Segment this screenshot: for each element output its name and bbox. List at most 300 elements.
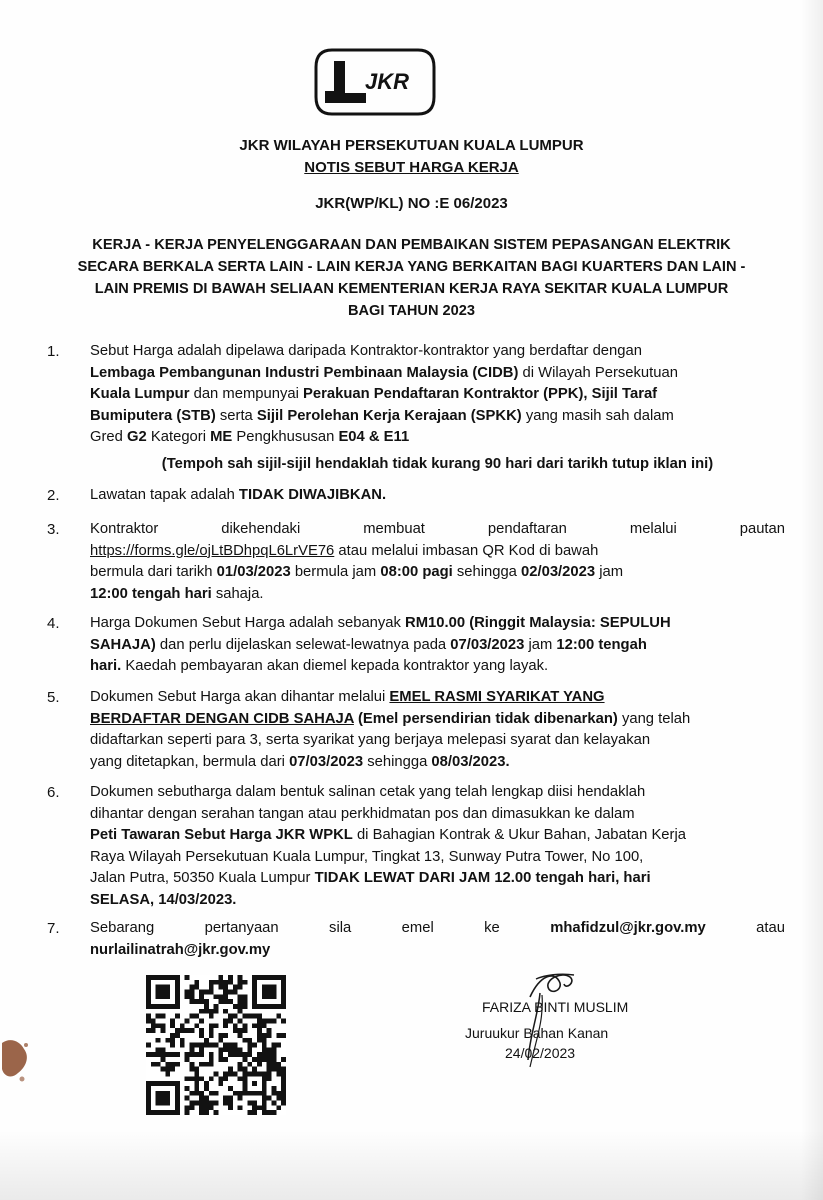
qr-module [262, 1038, 267, 1043]
qr-module [243, 1086, 248, 1091]
qr-module [165, 1072, 170, 1077]
para-4-text: Kaedah pembayaran akan diemel kepada kontraktor yang layak. [121, 658, 549, 674]
para-3-text: sehingga [452, 564, 522, 580]
qr-module [218, 975, 223, 980]
qr-module [262, 1018, 267, 1023]
qr-module [281, 1004, 286, 1009]
qr-module [185, 1105, 190, 1110]
qr-module [257, 1062, 262, 1067]
qr-module [214, 1043, 219, 1048]
qr-module [281, 1067, 286, 1072]
qr-module [170, 1062, 175, 1067]
qr-module [262, 975, 267, 980]
para-3-text: bermula dari tarikh [90, 564, 217, 580]
qr-module [175, 1014, 180, 1019]
qr-module [272, 1043, 277, 1048]
qr-module [146, 1101, 151, 1106]
signature-date: 24/02/2023 [505, 1045, 576, 1061]
qr-module [223, 989, 228, 994]
qr-module [243, 1081, 248, 1086]
qr-module [218, 994, 223, 999]
qr-module [185, 1096, 190, 1101]
qr-module [160, 975, 165, 980]
qr-module [281, 975, 286, 980]
qr-module [243, 1091, 248, 1096]
qr-module [151, 1028, 156, 1033]
payment-time-cont: hari. [90, 658, 122, 674]
qr-module [223, 1009, 228, 1014]
qr-module [194, 1043, 199, 1048]
qr-module [160, 1067, 165, 1072]
reference-number: JKR(WP/KL) NO :E 06/2023 [315, 195, 508, 212]
qr-module [252, 980, 257, 985]
qr-module [204, 1086, 209, 1091]
qr-module [194, 1023, 199, 1028]
qr-module [272, 994, 277, 999]
qr-module [247, 1072, 252, 1077]
qr-module [281, 985, 286, 990]
qr-module [165, 975, 170, 980]
qr-module [160, 1023, 165, 1028]
qr-module [247, 1043, 252, 1048]
para-2 [90, 485, 785, 507]
qr-module [160, 1004, 165, 1009]
qr-module [228, 1086, 233, 1091]
org-name: JKR WILAYAH PERSEKUTUAN KUALA LUMPUR [239, 137, 584, 154]
qr-module [189, 994, 194, 999]
qr-module [262, 1033, 267, 1038]
qr-module [257, 1038, 262, 1043]
qr-module [199, 1110, 204, 1115]
qr-module [199, 1018, 204, 1023]
qr-module [204, 1105, 209, 1110]
qr-module [199, 1052, 204, 1057]
qr-module [238, 1018, 243, 1023]
qr-module [189, 1101, 194, 1106]
qr-module [160, 1052, 165, 1057]
qr-code[interactable] [146, 975, 286, 1115]
qr-module [199, 1028, 204, 1033]
qr-module [194, 1052, 199, 1057]
qr-module [262, 1004, 267, 1009]
qr-module [209, 1023, 214, 1028]
qr-module [189, 1014, 194, 1019]
qr-module [262, 1101, 267, 1106]
qr-module [175, 1091, 180, 1096]
qr-module [194, 1091, 199, 1096]
para-6-text: Jalan Putra, 50350 Kuala Lumpur [90, 870, 315, 886]
qr-module [160, 1014, 165, 1019]
qr-module [209, 1062, 214, 1067]
qr-module [156, 1023, 161, 1028]
para-5 [90, 687, 785, 773]
qr-module [247, 1110, 252, 1115]
qr-module [252, 1023, 257, 1028]
qr-module [276, 1062, 281, 1067]
para-5-text: sehingga [363, 753, 432, 770]
qr-module [204, 1043, 209, 1048]
qr-module [276, 1033, 281, 1038]
qr-module [170, 1052, 175, 1057]
qr-module [218, 1047, 223, 1052]
qr-module [252, 989, 257, 994]
qr-module [175, 1033, 180, 1038]
qr-module [146, 1091, 151, 1096]
para-1-text: Pengkhususan [232, 429, 339, 445]
deadline-date: SELASA, 14/03/2023. [90, 891, 237, 908]
qr-module [180, 1023, 185, 1028]
qr-module [199, 1091, 204, 1096]
qr-module [276, 1004, 281, 1009]
signatory-position: Juruukur Bahan Kanan [465, 1025, 609, 1041]
qr-module [243, 1057, 248, 1062]
qr-module [189, 1067, 194, 1072]
qr-module [199, 1009, 204, 1014]
document-price: RM10.00 (Ringgit Malaysia: SEPULUH [405, 615, 671, 631]
qr-module [252, 994, 257, 999]
qr-module [175, 994, 180, 999]
qr-module [267, 1110, 272, 1115]
qr-module [223, 1043, 228, 1048]
qr-module [262, 1091, 267, 1096]
qr-module [257, 1014, 262, 1019]
para-4-text: dan perlu dijelaskan selewat-lewatnya pada [155, 636, 451, 653]
qr-module [276, 1091, 281, 1096]
qr-module [238, 999, 243, 1004]
para-3 [90, 519, 785, 605]
qr-module [233, 1014, 238, 1019]
qr-module [199, 1105, 204, 1110]
qr-module [165, 1062, 170, 1067]
qr-module [204, 1004, 209, 1009]
deadline: TIDAK LEWAT DARI JAM 12.00 tengah hari, hari [314, 870, 651, 886]
qr-module [233, 1028, 238, 1033]
qr-module [146, 999, 151, 1004]
qr-module [151, 1023, 156, 1028]
qr-module [146, 1110, 151, 1115]
qr-module [209, 1028, 214, 1033]
specialization: E04 & E11 [338, 429, 410, 445]
qr-module [156, 1052, 161, 1057]
qr-module [170, 975, 175, 980]
qr-module [281, 1091, 286, 1096]
qr-module [156, 1101, 161, 1106]
grade: G2 [127, 429, 147, 445]
qr-module [257, 1105, 262, 1110]
qr-module [233, 1091, 238, 1096]
qr-module [156, 989, 161, 994]
qr-module [262, 989, 267, 994]
qr-module [228, 1067, 233, 1072]
qr-module [267, 1018, 272, 1023]
qr-module [185, 1057, 190, 1062]
qr-module [218, 1052, 223, 1057]
qr-module [272, 1091, 277, 1096]
qr-module [204, 989, 209, 994]
para-4-text: Harga Dokumen Sebut Harga adalah sebanyak [90, 615, 406, 631]
document-price-cont: SAHAJA) [90, 636, 156, 653]
distribution-start-date: 07/03/2023 [289, 753, 364, 770]
qr-module [189, 1091, 194, 1096]
qr-module [262, 1081, 267, 1086]
qr-module [170, 1018, 175, 1023]
qr-module [267, 1004, 272, 1009]
qr-module [238, 975, 243, 980]
qr-module [156, 1004, 161, 1009]
qr-module [228, 1105, 233, 1110]
para-1 [90, 341, 785, 449]
para-3-text: sahaja. [211, 585, 264, 602]
qr-module [146, 1081, 151, 1086]
qr-module [272, 1110, 277, 1115]
qr-module [175, 1096, 180, 1101]
qr-module [146, 1086, 151, 1091]
qr-module [218, 985, 223, 990]
qr-module [252, 1101, 257, 1106]
qr-module [185, 994, 190, 999]
qr-module [272, 1018, 277, 1023]
work-title-line-4: BAGI TAHUN 2023 [347, 303, 476, 319]
payment-date: 07/03/2023 [450, 636, 525, 653]
qr-module [151, 975, 156, 980]
qr-module [262, 985, 267, 990]
qr-module [272, 1067, 277, 1072]
qr-module [228, 975, 233, 980]
qr-module [228, 1018, 233, 1023]
qr-module [165, 985, 170, 990]
signatory-name: FARIZA BINTI MUSLIM [482, 999, 629, 1015]
qr-module [156, 985, 161, 990]
qr-module [223, 999, 228, 1004]
qr-module [272, 989, 277, 994]
qr-module [218, 999, 223, 1004]
qr-module [146, 980, 151, 985]
qr-module [209, 1076, 214, 1081]
qr-module [281, 999, 286, 1004]
qr-module [247, 1062, 252, 1067]
para-7 [90, 918, 785, 961]
qr-module [194, 1067, 199, 1072]
qr-module [194, 980, 199, 985]
para-7-text: Sebarang pertanyaan sila emel ke [90, 920, 551, 936]
qr-module [257, 975, 262, 980]
qr-module [218, 980, 223, 985]
official-email-requirement: EMEL RASMI SYARIKAT YANG [389, 689, 605, 705]
qr-module [209, 1009, 214, 1014]
end-date: 02/03/2023 [521, 564, 596, 580]
qr-module [272, 1004, 277, 1009]
qr-module [228, 1101, 233, 1106]
qr-module [276, 1043, 281, 1048]
qr-module [156, 1081, 161, 1086]
qr-module [247, 1014, 252, 1019]
qr-module [257, 1018, 262, 1023]
qr-module [262, 1110, 267, 1115]
qr-module [281, 1057, 286, 1062]
qr-module [199, 1101, 204, 1106]
qr-module [214, 1009, 219, 1014]
qr-module [180, 1028, 185, 1033]
category: ME [210, 429, 233, 445]
qr-module [175, 999, 180, 1004]
qr-module [276, 1067, 281, 1072]
qr-module [223, 985, 228, 990]
qr-module [272, 975, 277, 980]
qr-module [262, 994, 267, 999]
qr-module [257, 1052, 262, 1057]
qr-module [165, 1081, 170, 1086]
qr-module [238, 980, 243, 985]
qr-module [267, 975, 272, 980]
qr-module [267, 1057, 272, 1062]
qr-module [160, 1057, 165, 1062]
qr-module [238, 1052, 243, 1057]
qr-module [214, 1091, 219, 1096]
qr-module [243, 1076, 248, 1081]
qr-module [199, 1033, 204, 1038]
qr-module [272, 1086, 277, 1091]
qr-module [243, 994, 248, 999]
qr-module [257, 1004, 262, 1009]
qr-module [247, 1101, 252, 1106]
qr-module [165, 994, 170, 999]
qr-module [170, 1033, 175, 1038]
qr-module [223, 1072, 228, 1077]
qr-module [185, 1028, 190, 1033]
qr-module [276, 1072, 281, 1077]
qr-module [165, 1091, 170, 1096]
contact-email-1[interactable]: mhafidzul@jkr.gov.my [550, 920, 706, 936]
qr-module [281, 1086, 286, 1091]
qr-module [189, 1076, 194, 1081]
qr-module [233, 989, 238, 994]
qr-module [218, 1057, 223, 1062]
para-4-number: 4. [47, 615, 60, 632]
para-1-text: Sebut Harga adalah dipelawa daripada Kontraktor-kontraktor yang berdaftar dengan [90, 343, 642, 359]
qr-module [267, 1096, 272, 1101]
qr-module [223, 1018, 228, 1023]
contact-email-2[interactable]: nurlailinatrah@jkr.gov.my [90, 941, 271, 958]
qr-module [267, 1076, 272, 1081]
qr-module [209, 1014, 214, 1019]
qr-module [267, 994, 272, 999]
para-6-text: Raya Wilayah Persekutuan Kuala Lumpur, Tingkat 13, Sunway Putra Tower, No 100, [90, 848, 644, 865]
qr-module [252, 999, 257, 1004]
qr-module [156, 975, 161, 980]
qr-module [170, 1043, 175, 1048]
qr-module [146, 989, 151, 994]
qr-module [156, 1062, 161, 1067]
qr-module [228, 1014, 233, 1019]
qr-module [199, 999, 204, 1004]
qr-module [194, 1014, 199, 1019]
qr-module [170, 1004, 175, 1009]
qr-module [214, 1101, 219, 1106]
para-7-number: 7. [47, 920, 60, 937]
para-6-number: 6. [47, 784, 60, 801]
qr-module [146, 975, 151, 980]
qr-module [243, 1004, 248, 1009]
qr-module [218, 1081, 223, 1086]
qr-module [165, 1101, 170, 1106]
validity-note: (Tempoh sah sijil-sijil hendaklah tidak kurang 90 hari dari tarikh tutup iklan ini) [161, 456, 714, 472]
qr-module [267, 1033, 272, 1038]
qr-module [257, 1033, 262, 1038]
qr-module [151, 1081, 156, 1086]
start-time: 08:00 pagi [380, 564, 453, 580]
qr-module [267, 1067, 272, 1072]
qr-module [165, 1004, 170, 1009]
qr-module [281, 1076, 286, 1081]
qr-module [276, 1096, 281, 1101]
qr-module [199, 1047, 204, 1052]
qr-module [218, 1038, 223, 1043]
qr-module [175, 1052, 180, 1057]
qr-module [175, 1004, 180, 1009]
qr-module [281, 980, 286, 985]
qr-module [156, 1047, 161, 1052]
qr-module [175, 1105, 180, 1110]
qr-module [262, 1096, 267, 1101]
qr-module [223, 1096, 228, 1101]
qr-module [189, 1105, 194, 1110]
qr-module [175, 1086, 180, 1091]
qr-module [257, 1023, 262, 1028]
qr-module [228, 1096, 233, 1101]
qr-module [189, 999, 194, 1004]
qr-module [194, 1086, 199, 1091]
qr-module [281, 1072, 286, 1077]
qr-module [170, 1081, 175, 1086]
qr-module [189, 985, 194, 990]
cidb-name: Lembaga Pembangunan Industri Pembinaan Malaysia (CIDB) [90, 364, 519, 381]
qr-module [160, 1096, 165, 1101]
qr-module [238, 1047, 243, 1052]
qr-module [257, 1072, 262, 1077]
qr-module [214, 1023, 219, 1028]
qr-module [267, 989, 272, 994]
tender-box: Peti Tawaran Sebut Harga JKR WPKL [90, 827, 353, 843]
qr-module [262, 1023, 267, 1028]
qr-module [156, 994, 161, 999]
qr-module [189, 1062, 194, 1067]
qr-module [194, 1072, 199, 1077]
qr-module [146, 1014, 151, 1019]
qr-module [281, 989, 286, 994]
qr-module [243, 999, 248, 1004]
qr-module [252, 985, 257, 990]
qr-module [146, 1105, 151, 1110]
registration-link[interactable]: https://forms.gle/ojLtBDhpqL6LrVE76 [90, 542, 335, 559]
para-3-line-1: Kontraktor dikehendaki membuat pendaftaran melalui pautan [90, 521, 785, 537]
qr-module [194, 985, 199, 990]
qr-module [180, 1038, 185, 1043]
qr-module [223, 1033, 228, 1038]
site-visit-status: TIDAK DIWAJIBKAN. [238, 487, 387, 503]
qr-module [281, 994, 286, 999]
ppk-certificate: Perakuan Pendaftaran Kontraktor (PPK), Sijil Taraf [303, 386, 658, 402]
qr-module [204, 1096, 209, 1101]
qr-module [170, 1023, 175, 1028]
qr-module [156, 1091, 161, 1096]
qr-module [233, 1004, 238, 1009]
qr-module [165, 989, 170, 994]
qr-module [238, 1076, 243, 1081]
qr-module [199, 1043, 204, 1048]
qr-module [175, 1062, 180, 1067]
qr-module [209, 1033, 214, 1038]
qr-module [160, 985, 165, 990]
